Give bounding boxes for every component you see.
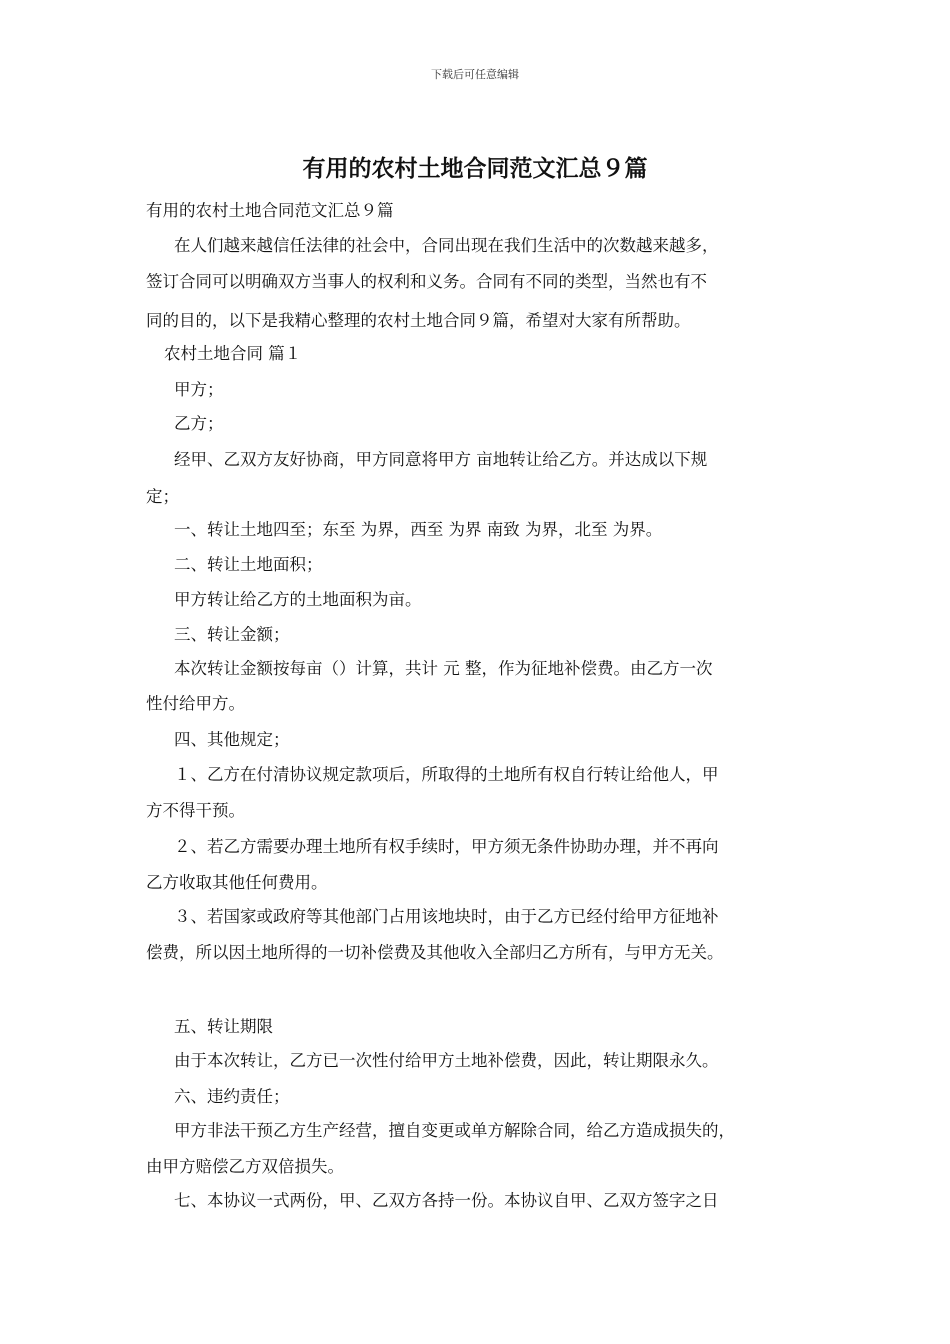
clause-amount-text: 性付给甲方。 <box>146 694 245 713</box>
clause-other-item: ３、若国家或政府等其他部门占用该地块时，由于乙方已经付给甲方征地补 <box>174 907 719 926</box>
section-heading: 农村土地合同 篇１ <box>164 344 302 363</box>
clause-liability-heading: 六、违约责任； <box>174 1087 290 1106</box>
clause-other-item: 乙方收取其他任何费用。 <box>146 873 328 892</box>
clause-copies-text: 七、本协议一式两份，甲、乙双方各持一份。本协议自甲、乙双方签字之日 <box>174 1191 719 1210</box>
clause-boundaries: 一、转让土地四至；东至 为界，西至 为界 南致 为界，北至 为界。 <box>174 520 663 539</box>
intro-paragraph-line: 签订合同可以明确双方当事人的权利和义务。合同有不同的类型，当然也有不 <box>146 272 707 291</box>
clause-liability-text: 由甲方赔偿乙方双倍损失。 <box>146 1157 344 1176</box>
clause-amount-text: 本次转让金额按每亩（）计算，共计 元 整，作为征地补偿费。由乙方一次 <box>174 659 713 678</box>
intro-paragraph-line: 在人们越来越信任法律的社会中，合同出现在我们生活中的次数越来越多， <box>174 236 719 255</box>
clause-other-item: １、乙方在付清协议规定款项后，所取得的土地所有权自行转让给他人，甲 <box>174 765 719 784</box>
clause-area-text: 甲方转让给乙方的土地面积为亩。 <box>174 590 422 609</box>
agreement-paragraph-line: 经甲、乙双方友好协商，甲方同意将甲方 亩地转让给乙方。并达成以下规 <box>174 450 708 469</box>
clause-amount-heading: 三、转让金额； <box>174 625 290 644</box>
party-a-line: 甲方； <box>174 380 224 399</box>
clause-other-heading: 四、其他规定； <box>174 730 290 749</box>
clause-term-text: 由于本次转让，乙方已一次性付给甲方土地补偿费，因此，转让期限永久。 <box>174 1051 719 1070</box>
clause-other-item: ２、若乙方需要办理土地所有权手续时，甲方须无条件协助办理，并不再向 <box>174 837 719 856</box>
party-b-line: 乙方； <box>174 414 224 433</box>
agreement-paragraph-line: 定； <box>146 487 179 506</box>
subtitle-line: 有用的农村土地合同范文汇总９篇 <box>146 201 394 220</box>
clause-other-item: 偿费，所以因土地所得的一切补偿费及其他收入全部归乙方所有，与甲方无关。 <box>146 943 724 962</box>
clause-other-item: 方不得干预。 <box>146 801 245 820</box>
clause-area-heading: 二、转让土地面积； <box>174 555 323 574</box>
clause-liability-text: 甲方非法干预乙方生产经营，擅自变更或单方解除合同，给乙方造成损失的， <box>174 1121 735 1140</box>
document-title: 有用的农村土地合同范文汇总９篇 <box>302 156 648 182</box>
header-note: 下载后可任意编辑 <box>431 68 519 81</box>
clause-term-heading: 五、转让期限 <box>174 1017 273 1036</box>
intro-paragraph-line: 同的目的，以下是我精心整理的农村土地合同９篇，希望对大家有所帮助。 <box>146 311 691 330</box>
